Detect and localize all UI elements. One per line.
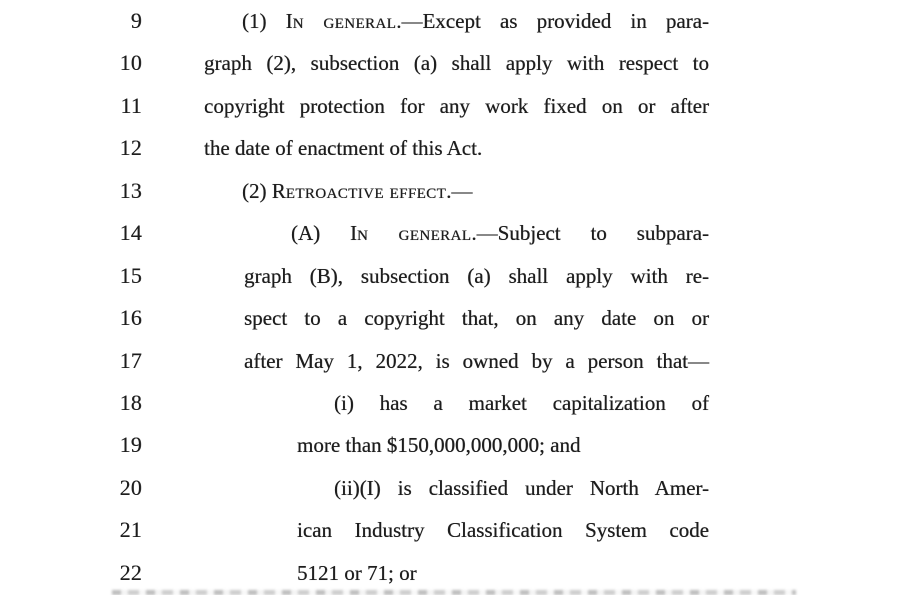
line-text	[297, 552, 709, 594]
text-segment: (i) has a market capitalization of	[334, 390, 709, 415]
line-number: 9	[130, 8, 142, 33]
small-caps-segment: n general	[292, 9, 397, 33]
bill-line	[0, 127, 900, 169]
text-segment: graph (B), subsection (a) shall apply with re-	[244, 263, 709, 288]
line-number: 20	[119, 474, 142, 500]
line-number: 10	[119, 50, 142, 76]
line-text	[291, 212, 709, 254]
bill-line	[0, 340, 900, 382]
text-segment: the date of enactment of this Act.	[204, 136, 483, 161]
line-number: 15	[119, 262, 142, 288]
line-text	[242, 0, 709, 42]
text-segment: .—Subject to subpara-	[471, 221, 709, 246]
line-text	[204, 42, 709, 84]
text-segment: (A) I	[291, 221, 358, 246]
bill-line	[0, 297, 900, 339]
line-number: 13	[119, 177, 142, 203]
text-segment: graph (2), subsection (a) shall apply with respect to	[204, 51, 709, 76]
bill-line	[0, 509, 900, 551]
line-text	[297, 424, 709, 466]
bill-line	[0, 85, 900, 127]
bill-line	[0, 42, 900, 84]
small-caps-segment: etroactive effect	[285, 178, 447, 203]
text-segment: 5121 or 71; or	[297, 560, 417, 585]
bill-line	[0, 424, 900, 466]
bill-line	[0, 552, 900, 594]
text-segment: .—Except as provided in para-	[396, 9, 709, 33]
text-segment: (2) R	[242, 178, 286, 203]
text-segment: more than $150,000,000,000; and	[297, 433, 581, 458]
page-cutoff-text-artifact	[112, 590, 796, 595]
line-number: 12	[119, 135, 142, 161]
line-number: 14	[119, 220, 142, 246]
text-segment: copyright protection for any work fixed on or after	[204, 93, 709, 118]
bill-line	[0, 255, 900, 297]
bill-line	[0, 382, 900, 424]
line-text	[334, 467, 709, 509]
line-text	[334, 382, 709, 424]
text-segment: (1) I	[242, 9, 293, 33]
bill-line	[0, 212, 900, 254]
line-number: 11	[120, 92, 142, 118]
line-text	[244, 297, 709, 339]
line-text	[297, 509, 709, 551]
line-text	[204, 85, 709, 127]
line-number: 16	[119, 305, 142, 331]
line-number: 21	[119, 517, 142, 543]
bill-line	[0, 0, 900, 42]
text-segment: ican Industry Classification System code	[297, 518, 709, 543]
text-segment: (ii)(I) is classified under North Amer-	[334, 475, 709, 500]
line-number: 19	[119, 432, 142, 458]
line-text	[242, 170, 709, 212]
bill-line	[0, 170, 900, 212]
line-number: 18	[119, 389, 142, 415]
line-text	[244, 340, 709, 382]
line-number: 22	[119, 559, 142, 585]
text-segment: spect to a copyright that, on any date on or	[244, 306, 709, 331]
line-text	[244, 255, 709, 297]
bill-line	[0, 467, 900, 509]
line-text	[204, 127, 709, 169]
text-segment: .—	[446, 178, 473, 203]
line-number: 17	[119, 347, 142, 373]
text-segment: after May 1, 2022, is owned by a person that—	[244, 348, 709, 373]
small-caps-segment: n general	[357, 221, 472, 246]
